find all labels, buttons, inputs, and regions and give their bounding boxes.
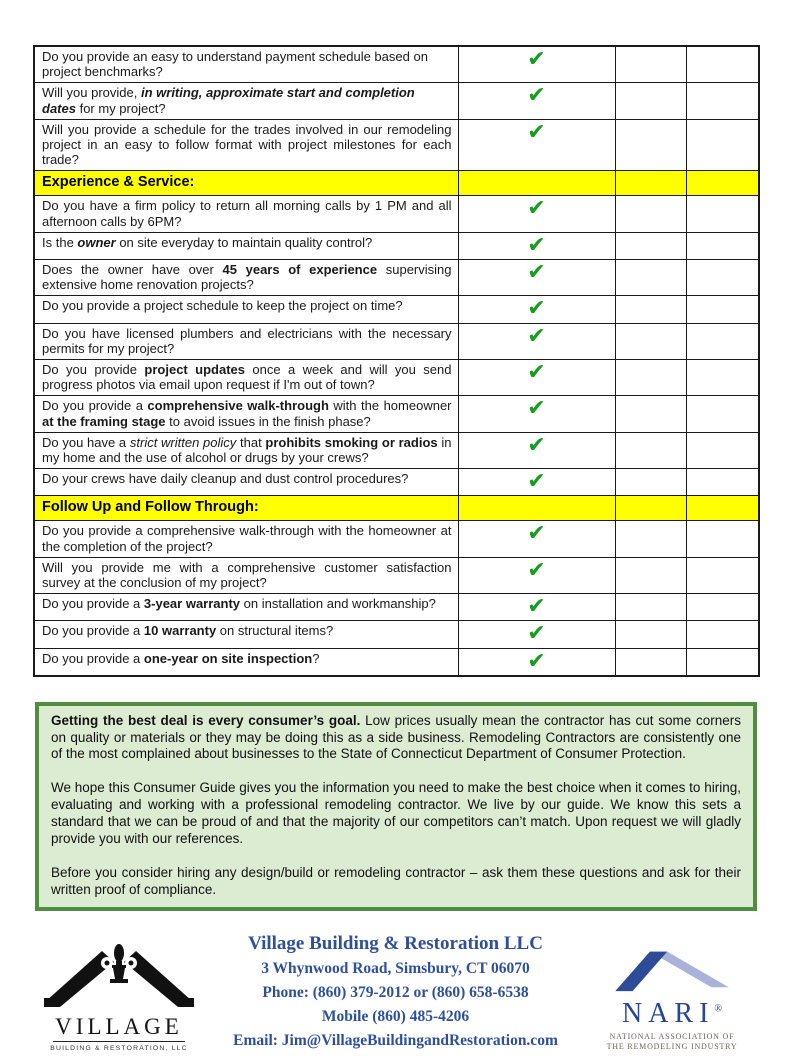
question-row	[34, 232, 759, 259]
checklist-body	[34, 46, 759, 676]
nari-caption: NATIONAL ASSOCIATION OF THE REMODELING INDUSTRY	[606, 1031, 738, 1052]
company-email: Email: Jim@VillageBuildingandRestoration.com	[233, 1031, 558, 1049]
text-segment: ?	[312, 650, 320, 666]
nari-wordmark: NARI®	[621, 997, 723, 1029]
green-checkmark-icon: ✔	[527, 119, 546, 145]
text-segment: Low prices usually mean the contractor has cut some corners on quality or materials or they may be doing this as a side business. Remodeling Contractors are consistently one of the most complained about businesses to the State of Connecticut Department of Consumer Protection.	[51, 712, 741, 762]
question-cell	[34, 232, 458, 259]
section-title: Experience & Service:	[34, 171, 458, 196]
text-segment: at the framing stage	[42, 413, 166, 429]
text-segment: supervising extensive home renovation projects?	[42, 261, 452, 293]
empty-cell	[615, 196, 686, 232]
section-header-row	[34, 171, 759, 196]
empty-cell	[686, 296, 759, 323]
question-row	[34, 359, 759, 395]
question-row	[34, 594, 759, 621]
text-segment: on structural items?	[216, 623, 334, 639]
empty-cell	[615, 621, 686, 648]
question-cell	[34, 594, 458, 621]
checkmark-cell	[458, 594, 615, 621]
green-checkmark-icon: ✔	[527, 359, 546, 385]
nari-logo	[586, 931, 758, 1054]
text-segment: Will you provide a schedule for the trades involved in our remodeling project in an easy to follow format with project milestones for each trade?	[42, 121, 452, 168]
question-cell	[34, 396, 458, 432]
question-row	[34, 432, 759, 468]
green-checkmark-icon: ✔	[527, 47, 546, 72]
question-cell	[34, 83, 458, 119]
empty-cell	[686, 469, 759, 496]
question-cell	[34, 621, 458, 648]
checkmark-cell	[458, 521, 615, 557]
question-cell	[34, 521, 458, 557]
section-empty-cell	[686, 171, 759, 196]
empty-cell	[615, 432, 686, 468]
footer	[33, 931, 758, 1056]
question-cell	[34, 432, 458, 468]
section-empty-cell	[686, 496, 759, 521]
question-row	[34, 557, 759, 593]
empty-cell	[686, 648, 759, 676]
checkmark-cell	[458, 359, 615, 395]
company-address: 3 Whynwood Road, Simsbury, CT 06070	[261, 959, 530, 977]
question-cell	[34, 323, 458, 359]
section-empty-cell	[615, 496, 686, 521]
empty-cell	[615, 469, 686, 496]
empty-cell	[686, 46, 759, 83]
question-row	[34, 648, 759, 676]
text-segment: Do you provide a	[42, 596, 144, 612]
text-segment: project updates	[144, 361, 246, 377]
question-cell	[34, 259, 458, 295]
checkmark-cell	[458, 83, 615, 119]
empty-cell	[686, 323, 759, 359]
empty-cell	[686, 594, 759, 621]
question-row	[34, 119, 759, 171]
empty-cell	[686, 232, 759, 259]
text-segment: Before you consider hiring any design/build or remodeling contractor – ask them these questions and ask for their written proof of compliance.	[51, 864, 741, 897]
notice-paragraph	[51, 713, 741, 764]
green-checkmark-icon: ✔	[527, 323, 546, 349]
village-logo-caption: BUILDING & RESTORATION, LLC	[50, 1044, 188, 1052]
text-segment: to avoid issues in the finish phase?	[165, 413, 371, 429]
village-logo-wordmark: VILLAGE	[55, 1013, 183, 1039]
question-row	[34, 83, 759, 119]
section-empty-cell	[615, 171, 686, 196]
contractor-question-checklist	[33, 45, 760, 677]
question-cell	[34, 469, 458, 496]
question-cell	[34, 557, 458, 593]
text-segment: with the homeowner	[328, 398, 452, 414]
text-segment: owner	[77, 234, 116, 250]
company-name: Village Building & Restoration LLC	[248, 932, 543, 954]
text-segment: Will you provide me with a comprehensive customer satisfaction survey at the conclusion of my project?	[42, 559, 452, 590]
checkmark-cell	[458, 119, 615, 171]
checkmark-cell	[458, 196, 615, 232]
question-cell	[34, 46, 458, 83]
empty-cell	[615, 296, 686, 323]
empty-cell	[686, 557, 759, 593]
checkmark-cell	[458, 296, 615, 323]
question-row	[34, 323, 759, 359]
checkmark-cell	[458, 46, 615, 83]
question-row	[34, 396, 759, 432]
question-cell	[34, 196, 458, 232]
empty-cell	[686, 396, 759, 432]
question-row	[34, 296, 759, 323]
section-title: Follow Up and Follow Through:	[34, 496, 458, 521]
text-segment: Do you provide a	[42, 650, 144, 666]
green-checkmark-icon: ✔	[527, 557, 546, 583]
empty-cell	[615, 119, 686, 171]
text-segment: Will you provide,	[42, 85, 141, 101]
empty-cell	[615, 594, 686, 621]
green-checkmark-icon: ✔	[527, 521, 546, 547]
checkmark-cell	[458, 259, 615, 295]
empty-cell	[615, 83, 686, 119]
text-segment: Getting the best deal is every consumer’s goal.	[51, 712, 361, 728]
text-segment: on site everyday to maintain quality control?	[115, 234, 373, 250]
checkmark-cell	[458, 432, 615, 468]
green-checkmark-icon: ✔	[527, 296, 546, 322]
text-segment: Does the owner have over	[42, 261, 223, 277]
question-cell	[34, 648, 458, 676]
empty-cell	[686, 196, 759, 232]
empty-cell	[615, 648, 686, 676]
empty-cell	[615, 323, 686, 359]
empty-cell	[615, 359, 686, 395]
notice-paragraph	[51, 865, 741, 899]
section-header-row	[34, 496, 759, 521]
village-logo-rule	[53, 1041, 185, 1042]
text-segment: Do you have a	[42, 434, 130, 450]
question-cell	[34, 359, 458, 395]
text-segment: Do you provide	[42, 361, 145, 377]
question-row	[34, 621, 759, 648]
text-segment: Do you have licensed plumbers and electricians with the necessary permits for my project?	[42, 325, 452, 356]
village-logo	[33, 931, 205, 1052]
text-segment: 10 warranty	[143, 623, 217, 639]
consumer-advice-box	[35, 702, 757, 911]
text-segment: in my home and the use of alcohol or drugs by your crews?	[42, 434, 452, 465]
green-checkmark-icon: ✔	[527, 232, 546, 258]
empty-cell	[615, 259, 686, 295]
empty-cell	[686, 83, 759, 119]
question-row	[34, 196, 759, 232]
village-pediment-icon	[44, 941, 194, 1011]
empty-cell	[615, 232, 686, 259]
registered-mark-icon: ®	[714, 1003, 723, 1015]
checkmark-cell	[458, 469, 615, 496]
text-segment: one-year on site inspection	[143, 650, 313, 666]
checkmark-cell	[458, 323, 615, 359]
empty-cell	[686, 359, 759, 395]
text-segment: Do you have a firm policy to return all morning calls by 1 PM and all afternoon calls by 6PM?	[42, 198, 452, 229]
section-empty-cell	[458, 496, 615, 521]
text-segment: Do you provide an easy to understand payment schedule based on project benchmarks?	[42, 49, 428, 80]
nari-roof-icon	[607, 943, 737, 993]
section-empty-cell	[458, 171, 615, 196]
question-row	[34, 521, 759, 557]
text-segment: 3-year warranty	[143, 596, 241, 612]
green-checkmark-icon: ✔	[527, 259, 546, 285]
text-segment: We hope this Consumer Guide gives you the information you need to make the best choice when it comes to hiring, evaluating and working with a professional remodeling contractor. We live by our guide. We know this sets a standard that we can be proud of and that the majority of our competitors can’t match. Upon request we will gladly provide you with our references.	[51, 780, 741, 846]
empty-cell	[615, 396, 686, 432]
notice-paragraph	[51, 780, 741, 848]
text-segment: 45 years of experience	[222, 261, 378, 277]
company-phone: Phone: (860) 379-2012 or (860) 658-6538	[262, 983, 529, 1001]
empty-cell	[686, 119, 759, 171]
question-row	[34, 46, 759, 83]
empty-cell	[686, 521, 759, 557]
contact-block	[205, 931, 586, 1056]
company-mobile: Mobile (860) 485-4206	[321, 1007, 470, 1025]
checkmark-cell	[458, 232, 615, 259]
text-segment: Do you provide a	[42, 623, 144, 639]
green-checkmark-icon: ✔	[527, 432, 546, 458]
text-segment: comprehensive walk-through	[147, 398, 329, 414]
green-checkmark-icon: ✔	[527, 648, 546, 674]
text-segment: Do your crews have daily cleanup and dust control procedures?	[42, 471, 409, 487]
empty-cell	[686, 621, 759, 648]
text-segment: on installation and workmanship?	[240, 596, 436, 612]
checkmark-cell	[458, 648, 615, 676]
green-checkmark-icon: ✔	[527, 594, 546, 620]
text-segment: Is the	[42, 234, 78, 250]
empty-cell	[615, 521, 686, 557]
text-segment: in writing, approximate start and completion dates	[42, 85, 415, 116]
text-segment: Do you provide a project schedule to keep the project on time?	[42, 298, 403, 314]
green-checkmark-icon: ✔	[527, 196, 546, 222]
checkmark-cell	[458, 621, 615, 648]
text-segment: strict written policy	[129, 434, 237, 450]
text-segment: once a week and will you send progress photos via email upon request if I'm out of town?	[42, 361, 452, 393]
green-checkmark-icon: ✔	[527, 621, 546, 647]
checkmark-cell	[458, 396, 615, 432]
question-cell	[34, 296, 458, 323]
text-segment: for my project?	[75, 100, 166, 116]
empty-cell	[686, 259, 759, 295]
empty-cell	[615, 557, 686, 593]
empty-cell	[615, 46, 686, 83]
green-checkmark-icon: ✔	[527, 469, 546, 495]
green-checkmark-icon: ✔	[527, 83, 546, 109]
text-segment: Do you provide a comprehensive walk-through with the homeowner at the completion of the project?	[42, 523, 452, 554]
question-row	[34, 259, 759, 295]
question-cell	[34, 119, 458, 171]
empty-cell	[686, 432, 759, 468]
text-segment: Do you provide a	[42, 398, 148, 414]
text-segment: that	[236, 434, 266, 450]
text-segment: prohibits smoking or radios	[265, 434, 438, 450]
green-checkmark-icon: ✔	[527, 396, 546, 422]
checkmark-cell	[458, 557, 615, 593]
question-row	[34, 469, 759, 496]
